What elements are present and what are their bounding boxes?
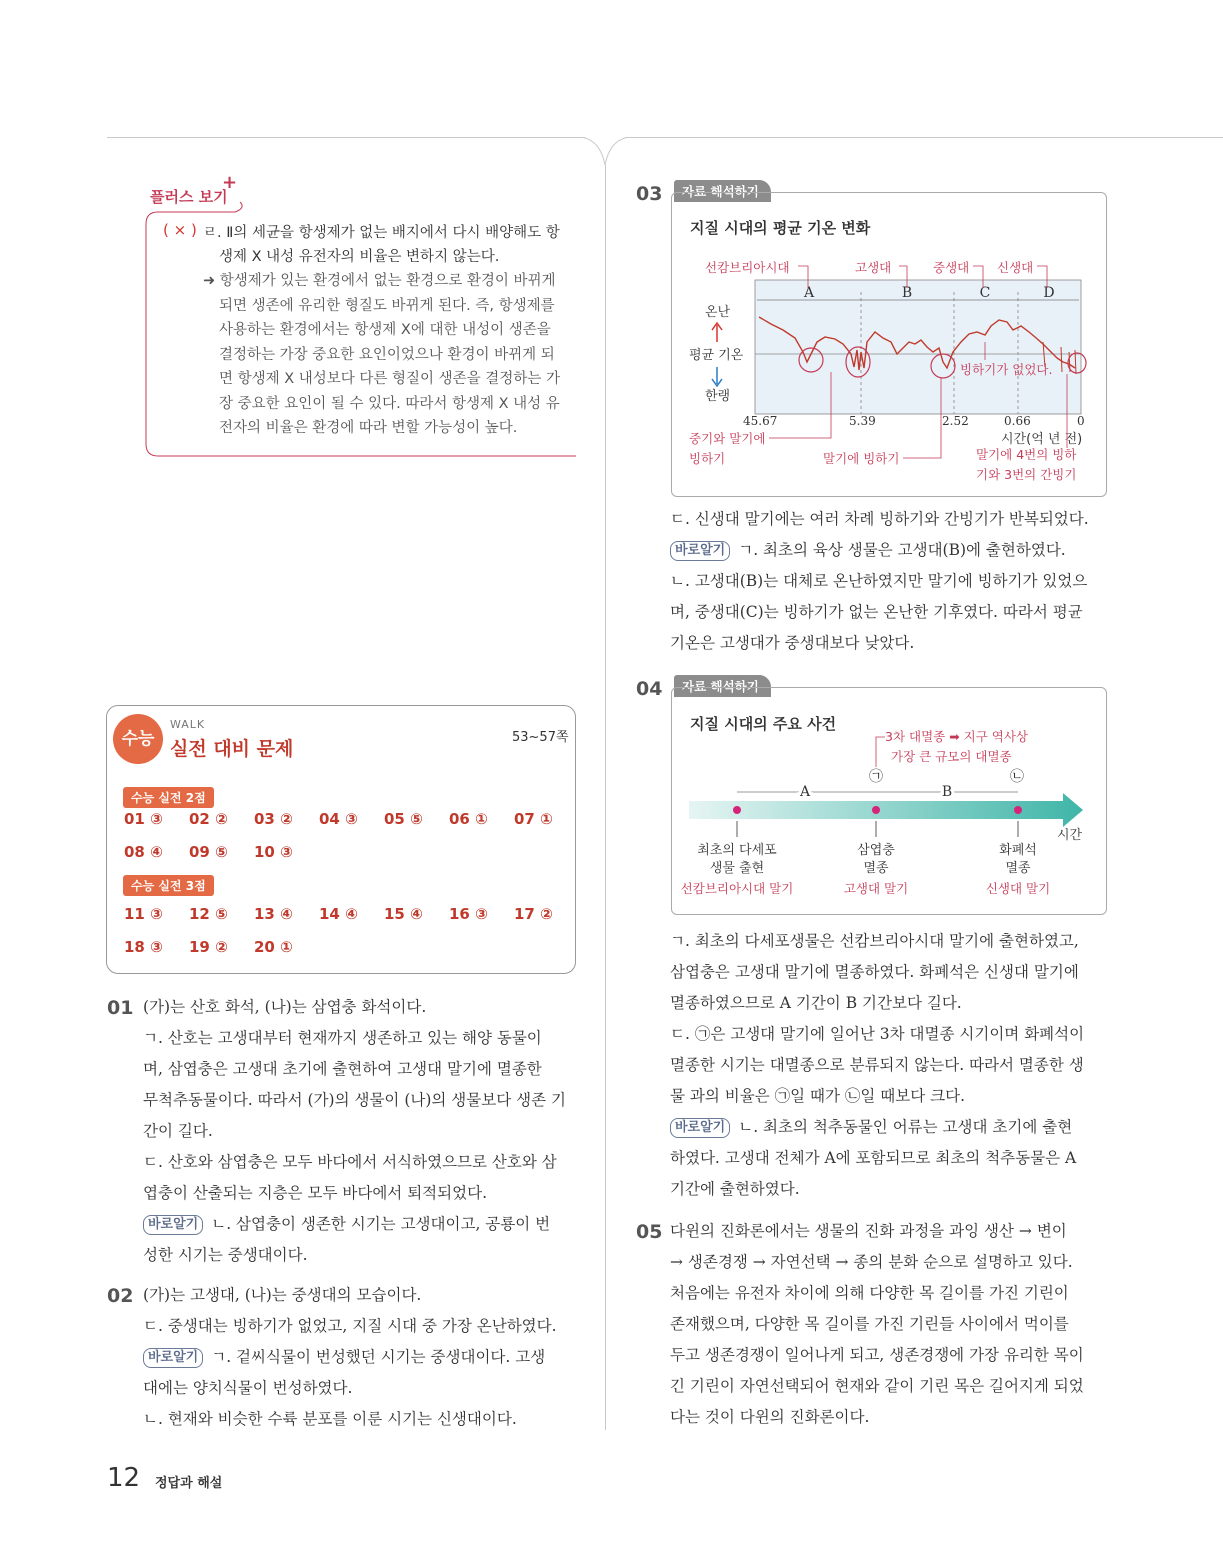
note-mid2: 빙하기	[689, 451, 726, 466]
answer-item: 02 ②	[189, 810, 228, 828]
x-tick: 5.39	[849, 414, 876, 428]
era-letter-c: C	[979, 285, 991, 301]
text-line	[143, 1209, 575, 1240]
text-line: 하였다. 고생대 전체가 A에 포함되므로 최초의 척추동물은 A	[670, 1149, 1077, 1167]
event-2-line1: 삼엽충	[857, 843, 895, 858]
era-label-mesozoic: 중생대	[933, 260, 970, 275]
footer-title: 정답과 해설	[155, 1476, 223, 1491]
text-line: 긴 기린이 자연선택되어 현재와 같이 기린 목은 길어지게 되었	[670, 1377, 1084, 1395]
era-label-paleozoic: 고생대	[855, 260, 892, 275]
page-number: 12	[107, 1463, 141, 1493]
era-letter-b: B	[901, 285, 913, 301]
text-line: 대에는 양치식물이 번성하였다.	[143, 1379, 353, 1397]
baro-badge: 바로알기	[143, 1348, 203, 1368]
y-label-temp: 평균 기온	[689, 348, 744, 363]
answer-item: 04 ③	[319, 810, 358, 828]
text-line: ㄷ. 신생대 말기에는 여러 차례 빙하기와 간빙기가 반복되었다.	[670, 510, 1089, 528]
walk-logo	[113, 714, 163, 764]
extinction-note-1: 3차 대멸종 ➡ 지구 역사상	[885, 729, 1028, 744]
baro-badge: 바로알기	[670, 1118, 730, 1138]
question-number: 05	[636, 1221, 663, 1243]
top-rule-left	[107, 137, 585, 138]
q04-text	[670, 926, 1106, 1205]
plus-box-title: 플러스 보기	[150, 188, 228, 206]
text-line: 며, 삼엽충은 고생대 초기에 출현하여 고생대 말기에 멸종한	[143, 1060, 542, 1078]
text-line	[143, 1342, 575, 1373]
question-number: 01	[107, 997, 134, 1019]
plus-icon: +	[222, 172, 238, 193]
event-3-era: 신생대 말기	[985, 881, 1051, 896]
q01-text	[143, 992, 575, 1271]
event-3-line2: 멸종	[1005, 861, 1031, 876]
text-line: 간이 길다.	[143, 1122, 213, 1140]
text-line: ㄷ. 산호와 삼엽충은 모두 바다에서 서식하였으므로 산호와 삼	[143, 1153, 557, 1171]
answer-item: 18 ③	[124, 938, 163, 956]
text-line: 며, 중생대(C)는 빙하기가 없는 온난한 기후였다. 따라서 평균	[670, 603, 1083, 621]
figure-title: 지질 시대의 평균 기온 변화	[690, 219, 871, 237]
event-3-line1: 화폐석	[999, 843, 1037, 858]
x-tick: 0.66	[1004, 414, 1031, 428]
walk-title: 실전 대비 문제	[170, 738, 294, 760]
answer-item: 17 ②	[514, 905, 553, 923]
text-line: ㄴ. 현재와 비슷한 수륙 분포를 이룬 시기는 신생대이다.	[143, 1410, 517, 1428]
text-line: ㄱ. 최초의 다세포생물은 선캄브리아시대 말기에 출현하였고,	[670, 932, 1079, 950]
x-tick: 0	[1077, 414, 1085, 428]
text-line: 기온은 고생대가 중생대보다 낮았다.	[670, 634, 915, 652]
q05-text	[670, 1216, 1106, 1433]
era-letter-a: A	[803, 285, 815, 301]
baro-text: ㄴ. 최초의 척추동물인 어류는 고생대 초기에 출현	[738, 1118, 1073, 1136]
question-number: 03	[636, 183, 663, 205]
x-axis-unit: 시간(억 년 전)	[1001, 432, 1083, 447]
event-1-line2: 생물 출현	[709, 861, 765, 876]
walk-logo-text: 수능	[121, 729, 155, 749]
plus-box-mark: ( × )	[163, 221, 197, 239]
baro-badge: 바로알기	[670, 541, 730, 561]
answer-item: 11 ③	[124, 905, 163, 923]
event-2-era: 고생대 말기	[843, 881, 909, 896]
answer-item: 03 ②	[254, 810, 293, 828]
plus-box-line2: 생제 X 내성 유전자의 비율은 변하지 않는다.	[219, 249, 500, 265]
section-label-3pt: 수능 실전 3점	[123, 875, 214, 896]
era-label-precambrian: 선캄브리아시대	[705, 260, 790, 275]
answer-item: 10 ③	[254, 843, 293, 861]
event-1-era: 선캄브리아시대 말기	[680, 881, 794, 896]
explanation-line: 결정하는 가장 중요한 요인이었으나 환경이 바뀌게 되	[219, 346, 555, 363]
walk-pages: 53~57쪽	[512, 730, 569, 745]
q03-text	[670, 504, 1106, 659]
answer-item: 15 ④	[384, 905, 423, 923]
mark-b: ㉡	[1010, 769, 1024, 785]
event-1-line1: 최초의 다세포	[697, 843, 777, 858]
column-divider	[605, 165, 606, 1430]
answer-item: 01 ③	[124, 810, 163, 828]
segment-b: B	[941, 784, 953, 800]
text-line: 처음에는 유전자 차이에 의해 다양한 목 길이를 가진 기린이	[670, 1284, 1069, 1302]
text-line: ㄷ. 중생대는 빙하기가 없었고, 지질 시대 중 가장 온난하였다.	[143, 1317, 557, 1335]
answer-item: 13 ④	[254, 905, 293, 923]
answer-row	[124, 938, 319, 956]
question-number: 02	[107, 1285, 134, 1307]
text-line: 무척추동물이다. 따라서 (가)의 생물이 (나)의 생물보다 생존 기	[143, 1091, 566, 1109]
explanation-line: 장 중요한 요인이 될 수 있다. 따라서 항생제 X 내성 유	[219, 395, 560, 412]
text-line: (가)는 고생대, (나)는 중생대의 모습이다.	[143, 1286, 422, 1304]
top-rule-right	[625, 137, 1223, 138]
y-label-cold: 한랭	[705, 389, 731, 404]
explanation-line: 면 항생제 X 내성보다 다른 형질이 생존을 결정하는 가	[219, 371, 560, 387]
answer-item: 08 ④	[124, 843, 163, 861]
time-label: 시간	[1057, 828, 1083, 843]
answer-item: 20 ①	[254, 938, 293, 956]
section-label-2pt: 수능 실전 2점	[123, 787, 214, 808]
answer-item: 07 ①	[514, 810, 553, 828]
text-line: 엽충이 산출되는 지층은 모두 바다에서 퇴적되었다.	[143, 1184, 487, 1202]
text-line: → 생존경쟁 → 자연선택 → 종의 분화 순으로 설명하고 있다.	[670, 1253, 1073, 1271]
note-mid: 중기와 말기에	[689, 431, 766, 446]
text-line: ㄷ. ㉠은 고생대 말기에 일어난 3차 대멸종 시기이며 화폐석이	[670, 1025, 1085, 1043]
answer-row	[124, 810, 579, 828]
text-line	[670, 535, 1106, 566]
tag-data-analysis: 자료 해석하기	[674, 675, 771, 697]
explanation-line: ➜ 항생제가 있는 환경에서 없는 환경으로 환경이 바뀌게	[203, 273, 556, 289]
temperature-chart	[671, 192, 1105, 495]
mark-a: ㉠	[869, 769, 883, 785]
text-line	[670, 1112, 1106, 1143]
plus-box-line1: ㄹ. Ⅱ의 세균을 항생제가 없는 배지에서 다시 배양해도 항	[203, 225, 560, 241]
text-line: ㄴ. 고생대(B)는 대체로 온난하였지만 말기에 빙하기가 있었으	[670, 572, 1088, 590]
text-line: 성한 시기는 중생대이다.	[143, 1246, 308, 1264]
event-2-line2: 멸종	[863, 861, 889, 876]
text-line: 두고 생존경쟁이 일어나게 되고, 생존경쟁에 가장 유리한 목이	[670, 1346, 1084, 1364]
answer-row	[124, 843, 319, 861]
segment-a: A	[799, 784, 811, 800]
text-line: ㄱ. 산호는 고생대부터 현재까지 생존하고 있는 해양 동물이	[143, 1029, 542, 1047]
explanation-line: 사용하는 환경에서는 항생제 X에 대한 내성이 생존을	[219, 322, 551, 338]
baro-text: ㄱ. 최초의 육상 생물은 고생대(B)에 출현하였다.	[738, 541, 1066, 559]
text-line: 물 과의 비율은 ㉠일 때가 ㉡일 때보다 크다.	[670, 1087, 966, 1105]
explanation-line: 되면 생존에 유리한 형질도 바뀌게 된다. 즉, 항생제를	[219, 297, 555, 314]
explanation-line: 전자의 비율은 환경에 따라 변할 가능성이 높다.	[219, 420, 518, 436]
note-late: 말기에 빙하기	[823, 451, 900, 466]
answer-item: 14 ④	[319, 905, 358, 923]
fold-curve	[580, 137, 630, 167]
answer-row	[124, 905, 579, 923]
text-line: 존재했으며, 다양한 목 길이를 가진 기린들 사이에서 먹이를	[670, 1315, 1069, 1333]
q02-text	[143, 1280, 575, 1435]
time-arrow	[689, 793, 1083, 827]
era-letter-d: D	[1043, 285, 1055, 301]
answer-item: 19 ②	[189, 938, 228, 956]
tag-data-analysis: 자료 해석하기	[674, 180, 771, 202]
text-line: 다는 것이 다윈의 진화론이다.	[670, 1408, 870, 1426]
note-cen1: 말기에 4번의 빙하	[976, 447, 1077, 462]
answer-item: 09 ⑤	[189, 843, 228, 861]
text-line: 멸종하였으므로 A 기간이 B 기간보다 길다.	[670, 994, 962, 1012]
note-cen2: 기와 3번의 간빙기	[976, 467, 1077, 482]
answer-item: 05 ⑤	[384, 810, 423, 828]
figure-title: 지질 시대의 주요 사건	[690, 715, 837, 733]
text-line: (가)는 산호 화석, (나)는 삼엽충 화석이다.	[143, 998, 427, 1016]
answer-item: 06 ①	[449, 810, 488, 828]
x-tick: 45.67	[743, 414, 778, 428]
text-line: 멸종한 시기는 대멸종으로 분류되지 않는다. 따라서 멸종한 생	[670, 1056, 1084, 1074]
walk-brand: WALK	[170, 718, 206, 731]
answer-item: 12 ⑤	[189, 905, 228, 923]
baro-text: ㄴ. 삼엽충이 생존한 시기는 고생대이고, 공룡이 번	[211, 1215, 551, 1233]
timeline-diagram	[671, 687, 1105, 913]
baro-badge: 바로알기	[143, 1215, 203, 1235]
text-line: 삼엽충은 고생대 말기에 멸종하였다. 화폐석은 신생대 말기에	[670, 963, 1079, 981]
era-label-cenozoic: 신생대	[997, 260, 1034, 275]
text-line: 다윈의 진화론에서는 생물의 진화 과정을 과잉 생산 → 변이	[670, 1222, 1067, 1240]
baro-text: ㄱ. 겉씨식물이 번성했던 시기는 중생대이다. 고생	[211, 1348, 546, 1366]
x-tick: 2.52	[942, 414, 969, 428]
y-label-warm: 온난	[705, 305, 731, 320]
note-no-ice: 빙하기가 없었다.	[960, 362, 1053, 377]
question-number: 04	[636, 678, 663, 700]
plus-box-explanation	[203, 269, 560, 441]
extinction-note-2: 가장 큰 규모의 대멸종	[891, 749, 1012, 764]
text-line: 기간에 출현하였다.	[670, 1180, 800, 1198]
answer-item: 16 ③	[449, 905, 488, 923]
